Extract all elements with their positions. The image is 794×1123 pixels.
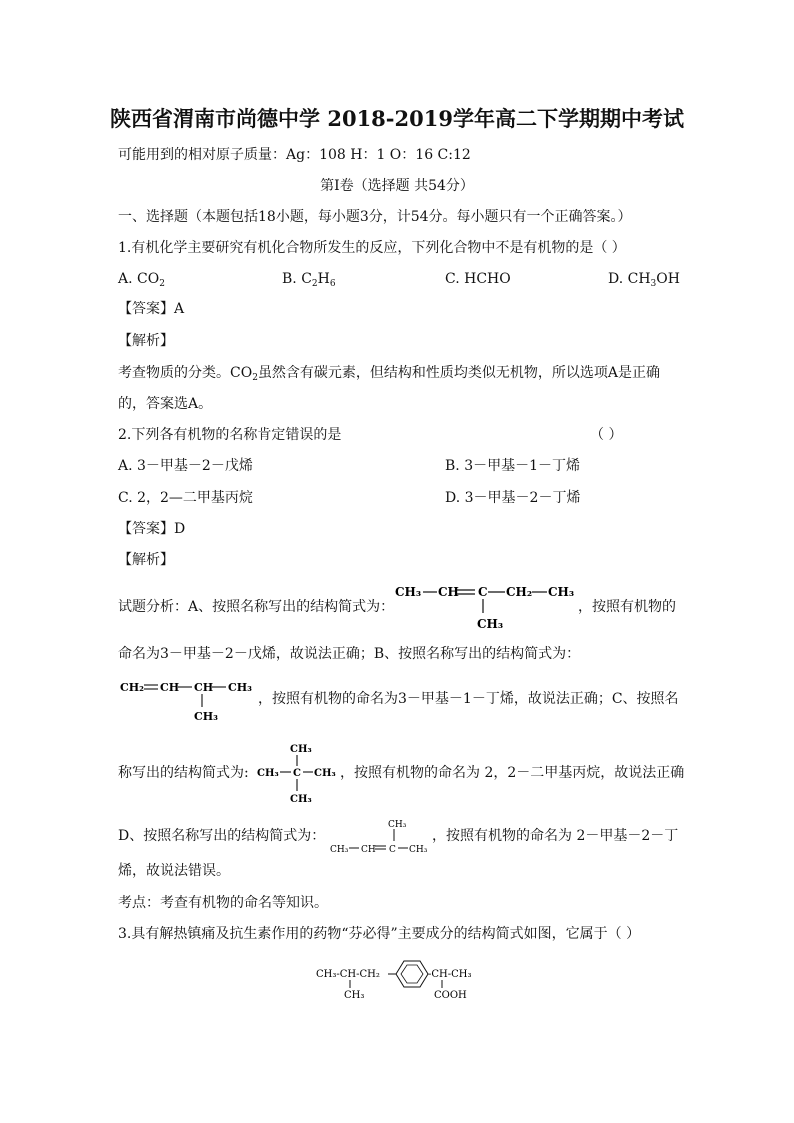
question-1-answer: 【答案】A	[118, 301, 185, 317]
atom-ch3: CH₃	[409, 845, 428, 855]
question-2-note: 考点：考查有机物的命名等知识。	[118, 895, 328, 911]
question-2-answer: 【答案】D	[118, 521, 186, 537]
question-2-analysis-line-1-post: ，按照有机物的	[578, 599, 676, 615]
question-2-analysis-line-4-pre: 称写出的结构简式为:	[118, 765, 249, 781]
question-1-option-c: C. HCHO	[445, 271, 511, 287]
question-2-answer-paren: （ ）	[590, 427, 623, 443]
question-1-analysis-line-1: 考查物质的分类。$CO_2$虽然含有碳元素，但结构和性质均类似无机物，所以选项A是正确	[118, 365, 661, 383]
question-3-stem: 3.具有解热镇痛及抗生素作用的药物“芬必得”主要成分的结构简式如图，它属于（ ）	[118, 926, 641, 942]
exam-title: 陕西省渭南市尚德中学 2018-2019学年高二下学期期中考试	[110, 106, 684, 131]
question-2-analysis-line-4-post: ，按照有机物的命名为 2，2－二甲基丙烷，故说法正确	[340, 765, 685, 781]
question-2-analysis-line-3: ，按照有机物的命名为3－甲基－1－丁烯，故说法正确；C、按照名	[258, 691, 679, 707]
atomic-mass-line: 可能用到的相对原子质量：Ag：108 H：1 O：16 C:12	[118, 147, 471, 163]
question-1-stem: 1.有机化学主要研究有机化合物所发生的反应，下列化合物中不是有机物的是（ ）	[118, 240, 626, 256]
atom-chain-left: CH₃-CH-CH₂	[316, 969, 380, 980]
question-2-stem: 2.下列各有机物的名称肯定错误的是	[118, 427, 342, 443]
atom-ch3: CH₃	[548, 585, 575, 599]
question-2-analysis-label: 【解析】	[118, 552, 174, 568]
question-2-analysis-line-2: 命名为3－甲基－2－戊烯，故说法正确；B、按照名称写出的结构简式为：	[118, 646, 581, 662]
atom-ch3: CH₃	[344, 990, 365, 1001]
structure-2-methyl-2-butene	[328, 814, 430, 858]
question-2-analysis-line-5-post: ，按照有机物的命名为 2－甲基－2－丁	[432, 828, 679, 844]
structure-2-2-dimethylpropane	[255, 738, 340, 808]
question-1-option-d: D. $CH_3OH$	[608, 271, 680, 289]
question-1-analysis-line-2: 的，答案选A。	[118, 396, 213, 412]
atom-ch3: CH₃	[314, 768, 336, 779]
atom-chain-right: -CH-CH₃	[428, 969, 472, 980]
part-title: 第Ⅰ卷（选择题 共54分）	[320, 178, 474, 194]
question-2-option-c: C. 2，2—二甲基丙烷	[118, 490, 253, 506]
question-2-option-d: D. 3－甲基－2－丁烯	[445, 490, 581, 506]
section-heading: 一、选择题（本题包括18小题，每小题3分，计54分。每小题只有一个正确答案。）	[118, 209, 632, 225]
question-2-analysis-line-1-pre: 试题分析：A、按照名称写出的结构简式为：	[118, 599, 395, 615]
atom-ch3: CH₃	[290, 794, 312, 805]
atom-ch: CH	[194, 681, 214, 694]
question-1-option-b: B. $C_2H_6$	[282, 271, 336, 289]
atom-ch3: CH₃	[477, 617, 504, 631]
atom-ch2: CH₂	[506, 585, 533, 599]
atom-ch2: CH₂	[120, 681, 144, 694]
atom-ch3: CH₃	[290, 744, 312, 755]
atom-ch3: CH₃	[257, 768, 279, 779]
structure-3-methyl-1-butene	[118, 676, 258, 724]
atom-ch3: CH₃	[395, 585, 422, 599]
question-1-option-a: A. $CO_2$	[118, 271, 165, 289]
atom-c: C	[293, 768, 301, 779]
question-1-analysis-label: 【解析】	[118, 333, 174, 349]
structure-3-methyl-2-pentene	[395, 580, 577, 634]
question-2-analysis-line-6: 烯，故说法错误。	[118, 863, 230, 879]
atom-ch3: CH₃	[388, 820, 407, 830]
atom-ch: CH	[160, 681, 180, 694]
atom-ch: CH	[438, 585, 459, 599]
atom-ch3: CH₃	[228, 681, 252, 694]
atom-c: C	[478, 585, 488, 599]
atom-ch3: CH₃	[330, 845, 349, 855]
structure-ibuprofen	[314, 955, 484, 1005]
atom-ch3: CH₃	[194, 710, 218, 723]
question-2-analysis-line-5-pre: D、按照名称写出的结构简式为：	[118, 828, 326, 844]
atom-cooh: COOH	[434, 990, 467, 1001]
question-2-option-b: B. 3－甲基－1－丁烯	[445, 458, 581, 474]
question-2-option-a: A. 3－甲基－2－戊烯	[118, 458, 253, 474]
atom-ch: CH	[361, 845, 376, 855]
atom-c: C	[389, 845, 396, 855]
